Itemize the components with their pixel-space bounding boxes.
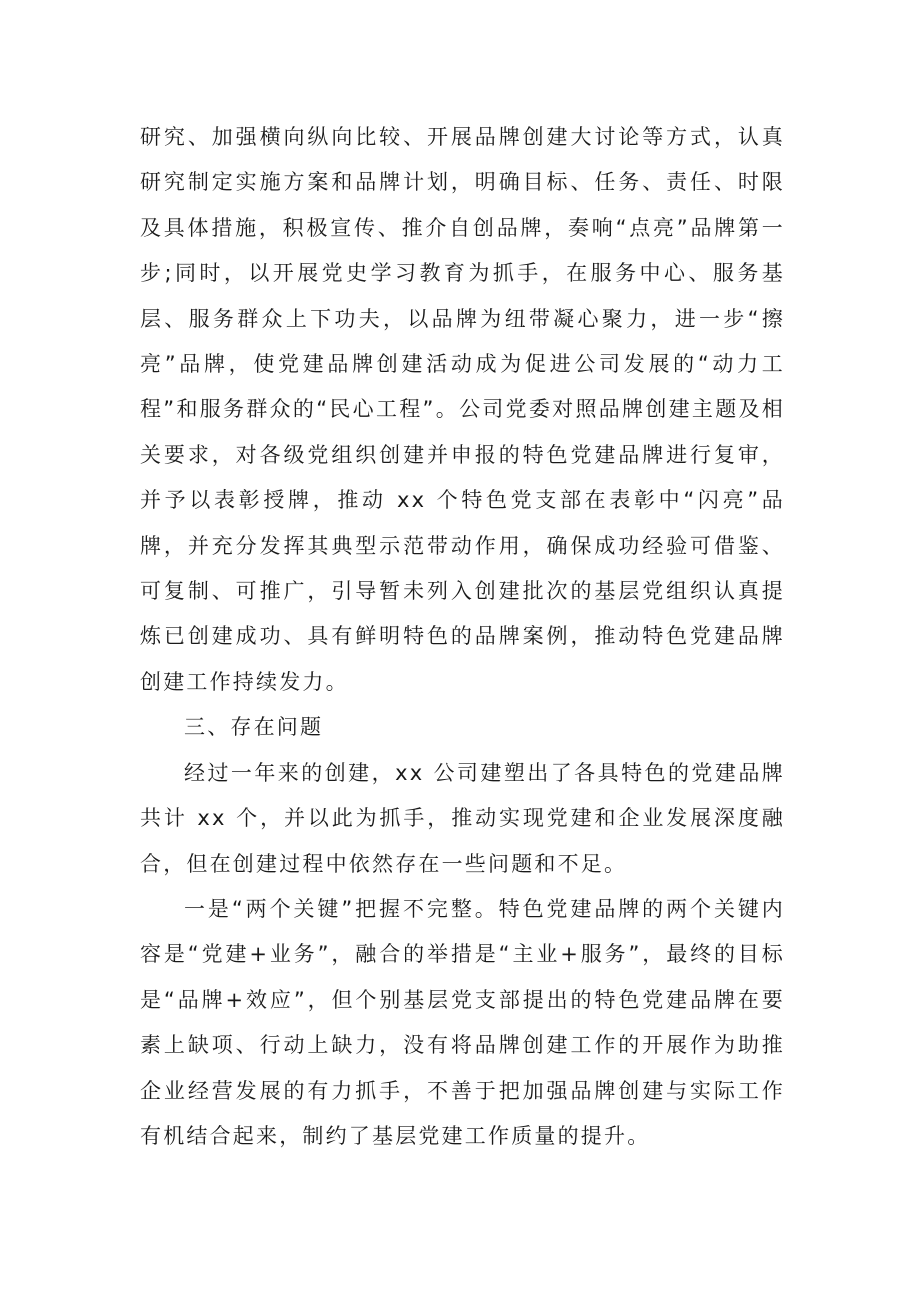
section-heading-existing-problems: 三、存在问题 bbox=[184, 715, 324, 740]
paragraph-brand-creation-methods: 研究、加强横向纵向比较、开展品牌创建大讨论等方式，认真研究制定实施方案和品牌计划，明确目标、任务、责任、时限及具体措施，积极宣传、推介自创品牌，奏响“点亮”品牌第一步;同时，以开展党史学习教育为抓手，在服务中心、服务基层、服务群众上下功夫，以品牌为纽带凝心聚力，进一步“擦亮”品牌，使党建品牌创建活动成为促进公司发展的“动力工程”和服务群众的“民心工程”。公司党委对照品牌创建主题及相关要求，对各级党组织创建并申报的特色党建品牌进行复审，并予以表彰授牌，推动 xx 个特色党支部在表彰中“闪亮”品牌，并充分发挥其典型示范带动作用，确保成功经验可借鉴、可复制、可推广，引导暂未列入创建批次的基层党组织认真提炼已创建成功、具有鲜明特色的品牌案例，推动特色党建品牌创建工作持续发力。 bbox=[140, 125, 785, 694]
document-body bbox=[140, 115, 785, 1159]
paragraph-problem-one: 一是“两个关键”把握不完整。特色党建品牌的两个关键内容是“党建+业务”，融合的举措是“主业+服务”，最终的目标是“品牌+效应”，但个别基层党支部提出的特色党建品牌在要素上缺项、行动上缺力，没有将品牌创建工作的开展作为助推企业经营发展的有力抓手，不善于把加强品牌创建与实际工作有机结合起来，制约了基层党建工作质量的提升。 bbox=[140, 896, 785, 1148]
paragraph-problems-intro: 经过一年来的创建，xx 公司建塑出了各具特色的党建品牌共计 xx 个，并以此为抓手，推动实现党建和企业发展深度融合，但在创建过程中依然存在一些问题和不足。 bbox=[140, 760, 785, 876]
